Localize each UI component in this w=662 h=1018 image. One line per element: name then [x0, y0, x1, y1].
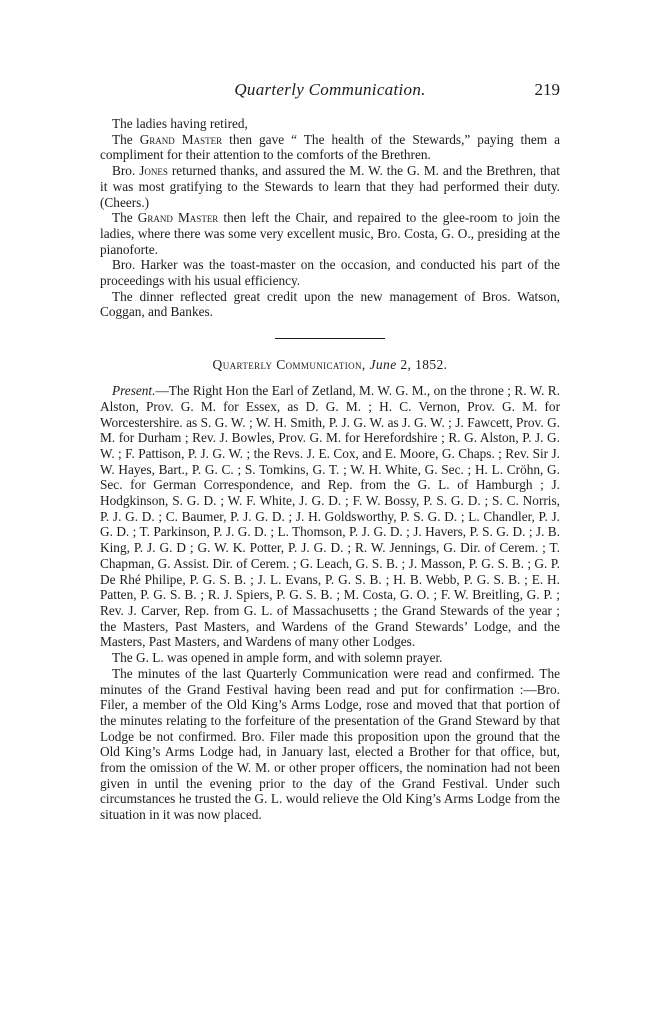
paragraph-present-list: Present.—The Right Hon the Earl of Zetland, M. W. G. M., on the throne ; R. W. R. Alston, Prov. G. M. for Essex, as D. G. M. ; H. C. Vernon, Prov. G. M. for Worcestershire. as S. G. W. ; W. H. Smith, P. J. G. W. as J. G. W. ; J. Fawcett, Prov. G. M. for Durham ; Rev. J. Bowles, Prov. G. M. for Herefordshire ; R. G. Alston, P. J. G. W. ; F. Pattison, P. J. G. W. ; the Revs. J. E. Cox, and E. Moore, G. Chaps. ; Rev. Sir J. W. Hayes, Bart., P. G. C. ; S. Tomkins, G. T. ; W. H. White, G. Sec. ; H. L. Cröhn, G. Sec. for German Correspondence, and Rep. from the G. L. of Hamburgh ; J. Hodgkinson, S. G. D. ; W. F. White, J. G. D. ; F. W. Bossy, P. S. G. D. ; S. C. Norris, P. J. G. D. ; C. Baumer, P. J. G. D. ; J. H. Goldsworthy, P. S. G. D. ; L. Chandler, P. J. G. D. ; T. Parkinson, P. J. G. D. ; L. Thomson, P. J. G. D. ; J. Havers, P. S. G. D. ; J. B. King, P. J. G. D ; G. W. K. Potter, P. J. G. D. ; R. W. Jennings, G. Dir. of Cerem. ; T. Chapman, G. Assist. Dir. of Cerem. ; G. Leach, G. S. B. ; J. Masson, P. G. S. B. ; G. P. De Rhé Philipe, P. G. S. B. ; J. L. Evans, P. G. S. B. ; H. B. Webb, P. G. S. B. ; E. H. Patten, P. G. S. B. ; R. J. Spiers, P. G. S. B. ; M. Costa, G. O. ; F. W. Breitling, G. P. ; Rev. J. Carver, Rep. from G. L. of Massachusetts ; the Grand Stewards of the year ; the Masters, Past Masters, and Wardens of the Grand Stewards’ Lodge, and the Masters, Past Masters, and Wardens of many other Lodges. [100, 383, 560, 650]
paragraph-grand-master-leaves: The Grand Master then left the Chair, and repaired to the glee-room to join the ladies, where there was some very excellent music, Bro. Costa, G. O., presiding at the pianoforte. [100, 210, 560, 257]
communication-body [100, 383, 560, 823]
page-number: 219 [534, 80, 560, 99]
stewards-toast-section [100, 116, 560, 320]
paragraph-toast-master: Bro. Harker was the toast-master on the occasion, and conducted his part of the proceedings with his usual efficiency. [100, 257, 560, 289]
section-heading: Quarterly Communication, June 2, 1852. [212, 357, 448, 373]
paragraph-jones-reply: Bro. Jones returned thanks, and assured the M. W. the G. M. and the Brethren, that it was most gratifying to the Stewards to learn that they had performed their duty. (Cheers.) [100, 163, 561, 210]
paragraph-dinner-credit: The dinner reflected great credit upon the new management of Bros. Watson, Coggan, and Bankes. [100, 288, 560, 320]
paragraph-minutes: The minutes of the last Quarterly Communication were read and confirmed. The minutes of the Grand Festival having been read and put for confirmation :—Bro. Filer, a member of the Old King’s Arms Lodge, rose and moved that that portion of the minutes relating to the forfeiture of the presentation of the Grand Steward by that Lodge be not confirmed. Bro. Filer made this proposition upon the ground that the Old King’s Arms Lodge had, in January last, elected a Brother for that office, but, from the omission of the W. M. or other proper officers, the nomination had not been given in until the evening prior to the day of the Grand Festival. Under such circumstances he trusted the G. L. would relieve the Old King’s Arms Lodge from the situation in it was now placed. [100, 665, 560, 823]
grand-master-name: Grand Master [139, 131, 223, 147]
present-label: Present. [112, 383, 156, 399]
section-divider-rule [275, 338, 385, 339]
paragraph-lodge-opened: The G. L. was opened in ample form, and with solemn prayer. [112, 650, 443, 666]
running-head [100, 80, 560, 104]
paragraph-grand-master-toast: The Grand Master then gave “ The health of the Stewards,” paying them a compliment for their attention to the comforts of the Brethren. [100, 131, 560, 163]
jones-name: Jones [139, 163, 168, 179]
book-page [100, 80, 560, 823]
paragraph-ladies-retired: The ladies having retired, [112, 116, 248, 131]
running-title: Quarterly Communication. [234, 80, 426, 99]
grand-master-name-2: Grand Master [137, 210, 219, 226]
